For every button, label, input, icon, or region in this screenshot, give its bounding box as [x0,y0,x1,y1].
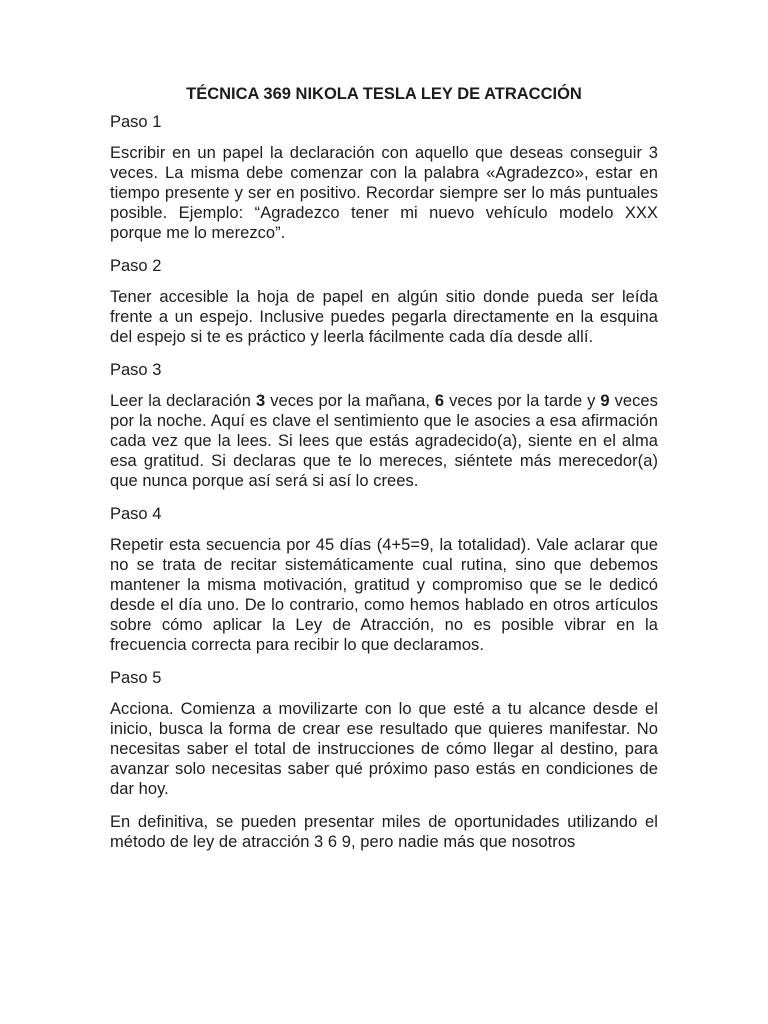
step-3-text-a: Leer la declaración [110,392,252,410]
step-2-heading: Paso 2 [110,257,162,275]
step-3-text-d: veces por la noche. Aquí es clave el sentimiento que le asocies a esa afirmación cada vez que la lees. Si lees que estás agradecido(a), siente en el alma esa gratitud. Si declaras que te lo mereces, siéntete más merecedor(a) que nunca porque así será si así lo crees. [110,392,658,490]
step-5-heading: Paso 5 [110,669,162,687]
step-3-number-6: 6 [434,392,445,410]
closing-text: En definitiva, se pueden presentar miles de oportunidades utilizando el método de ley de atracción 3 6 9, pero nadie más que nosotros [110,813,658,851]
document-title: TÉCNICA 369 NIKOLA TESLA LEY DE ATRACCIÓN [186,85,582,103]
step-3-text [110,391,658,491]
step-2-text: Tener accesible la hoja de papel en algún sitio donde pueda ser leída frente a un espejo. Inclusive puedes pegarla directamente en la esquina del espejo si te es práctico y leerla fácilmente cada día desde allí. [110,288,658,346]
step-3-heading: Paso 3 [110,361,162,379]
step-3-text-b: veces por la mañana, [270,392,430,410]
step-1-text: Escribir en un papel la declaración con aquello que deseas conseguir 3 veces. La misma debe comenzar con la palabra «Agradezco», estar en tiempo presente y ser en positivo. Recordar siempre ser lo más puntuales posible. Ejemplo: “Agradezco tener mi nuevo vehículo modelo XXX porque me lo merezco”. [110,144,658,242]
step-5-text: Acciona. Comienza a movilizarte con lo que esté a tu alcance desde el inicio, busca la forma de crear ese resultado que quieres manifestar. No necesitas saber el total de instrucciones de cómo llegar al destino, para avanzar solo necesitas saber qué próximo paso estás en condiciones de dar hoy. [110,700,658,798]
step-3-text-c: veces por la tarde y [449,392,596,410]
document-page [110,84,658,1024]
step-1-heading: Paso 1 [110,113,162,131]
step-4-heading: Paso 4 [110,505,162,523]
step-3-number-9: 9 [600,392,610,410]
step-4-text: Repetir esta secuencia por 45 días (4+5=9, la totalidad). Vale aclarar que no se trata de recitar sistemáticamente cual rutina, sino que debemos mantener la misma motivación, gratitud y compromiso que se le dedicó desde el día uno. De lo contrario, como hemos hablado en otros artículos sobre cómo aplicar la Ley de Atracción, no es posible vibrar en la frecuencia correcta para recibir lo que declaramos. [110,536,658,654]
step-3-number-3: 3 [256,392,266,410]
